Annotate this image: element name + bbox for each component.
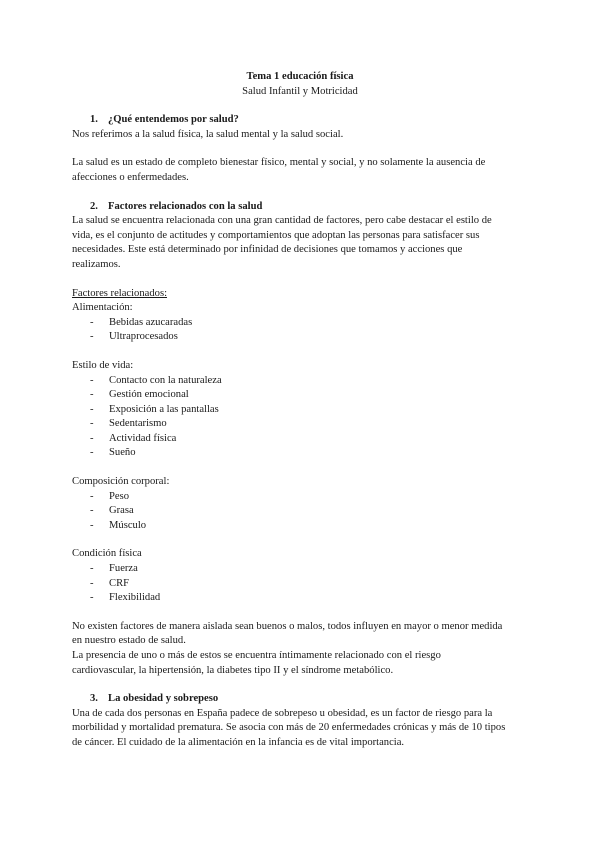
list-item-text: Flexibilidad <box>109 592 161 604</box>
list-item <box>72 490 528 505</box>
list-item-text: Contacto con la naturaleza <box>109 374 222 386</box>
document-subtitle: Salud Infantil y Motricidad <box>242 85 358 97</box>
section-1-heading <box>72 113 528 128</box>
paragraph-line: Una de cada dos personas en España padece de sobrepeso u obesidad, es un factor de riesgo para la <box>72 707 493 719</box>
dash-list <box>72 374 528 462</box>
dash-bullet: - <box>90 505 94 517</box>
dash-list <box>72 562 528 606</box>
dash-bullet: - <box>90 447 94 459</box>
list-item-text: Grasa <box>109 505 134 517</box>
section-title: Factores relacionados con la salud <box>108 200 263 212</box>
list-item <box>72 403 528 418</box>
group-label: Condición física <box>72 548 142 560</box>
dash-bullet: - <box>90 490 94 502</box>
section-2-heading <box>72 200 528 215</box>
dash-bullet: - <box>90 331 94 343</box>
section-number: 2. <box>90 200 98 212</box>
paragraph-line: en nuestro estado de salud. <box>72 635 186 647</box>
list-item <box>72 417 528 432</box>
section-3-heading <box>72 692 528 707</box>
section-title: ¿Qué entendemos por salud? <box>108 114 239 126</box>
list-item-text: CRF <box>109 577 130 589</box>
dash-list <box>72 316 528 345</box>
list-item-text: Músculo <box>109 519 147 531</box>
document-page <box>72 70 528 751</box>
list-item <box>72 504 528 519</box>
dash-bullet: - <box>90 519 94 531</box>
list-item <box>72 316 528 331</box>
list-item-text: Peso <box>109 490 130 502</box>
list-item-text: Sedentarismo <box>109 418 167 430</box>
paragraph-line: cardiovascular, la hipertensión, la diabetes tipo II y el síndrome metabólico. <box>72 664 394 676</box>
list-item-text: Fuerza <box>109 563 138 575</box>
paragraph-line: morbilidad y mortalidad prematura. Se asocia con más de 20 enfermedades crónicas y más de 10 tipos <box>72 722 506 734</box>
dash-bullet: - <box>90 374 94 386</box>
document-title: Tema 1 educación física <box>246 71 354 82</box>
paragraph-line: vida, es el conjunto de actitudes y comportamientos que adoptan las personas para satisfacer sus <box>72 229 480 241</box>
section-number: 3. <box>90 693 98 705</box>
group-label: Composición corporal: <box>72 476 170 488</box>
paragraph-line: La presencia de uno o más de estos se encuentra íntimamente relacionado con el riesgo <box>72 650 441 661</box>
paragraph-line: La salud es un estado de completo bienestar físico, mental y social, y no solamente la ausencia de <box>72 157 486 169</box>
paragraph-line: No existen factores de manera aislada sean buenos o malos, todos influyen en mayor o menor medida <box>72 620 503 632</box>
group-label: Estilo de vida: <box>72 359 134 371</box>
section-number: 1. <box>90 114 98 126</box>
section-title: La obesidad y sobrepeso <box>108 693 219 705</box>
dash-bullet: - <box>90 316 94 328</box>
list-item <box>72 330 528 345</box>
list-item <box>72 591 528 606</box>
paragraph: Nos referimos a la salud física, la salud mental y la salud social. <box>72 128 344 140</box>
list-item <box>72 388 528 403</box>
list-item-text: Exposición a las pantallas <box>109 403 219 415</box>
paragraph-line: de cáncer. El cuidado de la alimentación en la infancia es de vital importancia. <box>72 736 405 748</box>
dash-bullet: - <box>90 563 94 575</box>
list-item-text: Bebidas azucaradas <box>109 316 193 328</box>
list-item <box>72 562 528 577</box>
dash-bullet: - <box>90 389 94 401</box>
list-item-text: Actividad física <box>109 432 177 444</box>
list-item-text: Ultraprocesados <box>109 331 178 343</box>
list-item <box>72 577 528 592</box>
list-item <box>72 374 528 389</box>
dash-bullet: - <box>90 432 94 444</box>
list-item <box>72 432 528 447</box>
dash-bullet: - <box>90 418 94 430</box>
list-item-text: Gestión emocional <box>109 389 189 401</box>
list-item <box>72 446 528 461</box>
paragraph-line: La salud se encuentra relacionada con una gran cantidad de factores, pero cabe destacar el estilo de <box>72 215 492 227</box>
list-item <box>72 519 528 534</box>
paragraph-line: realizamos. <box>72 258 121 270</box>
factors-label: Factores relacionados: <box>72 287 168 299</box>
dash-list <box>72 490 528 534</box>
paragraph-line: necesidades. Este está determinado por infinidad de decisiones que tomamos y acciones que <box>72 244 463 256</box>
dash-bullet: - <box>90 577 94 589</box>
group-label: Alimentación: <box>72 302 133 314</box>
dash-bullet: - <box>90 403 94 415</box>
list-item-text: Sueño <box>109 447 136 459</box>
dash-bullet: - <box>90 592 94 604</box>
paragraph-line: afecciones o enfermedades. <box>72 171 189 183</box>
